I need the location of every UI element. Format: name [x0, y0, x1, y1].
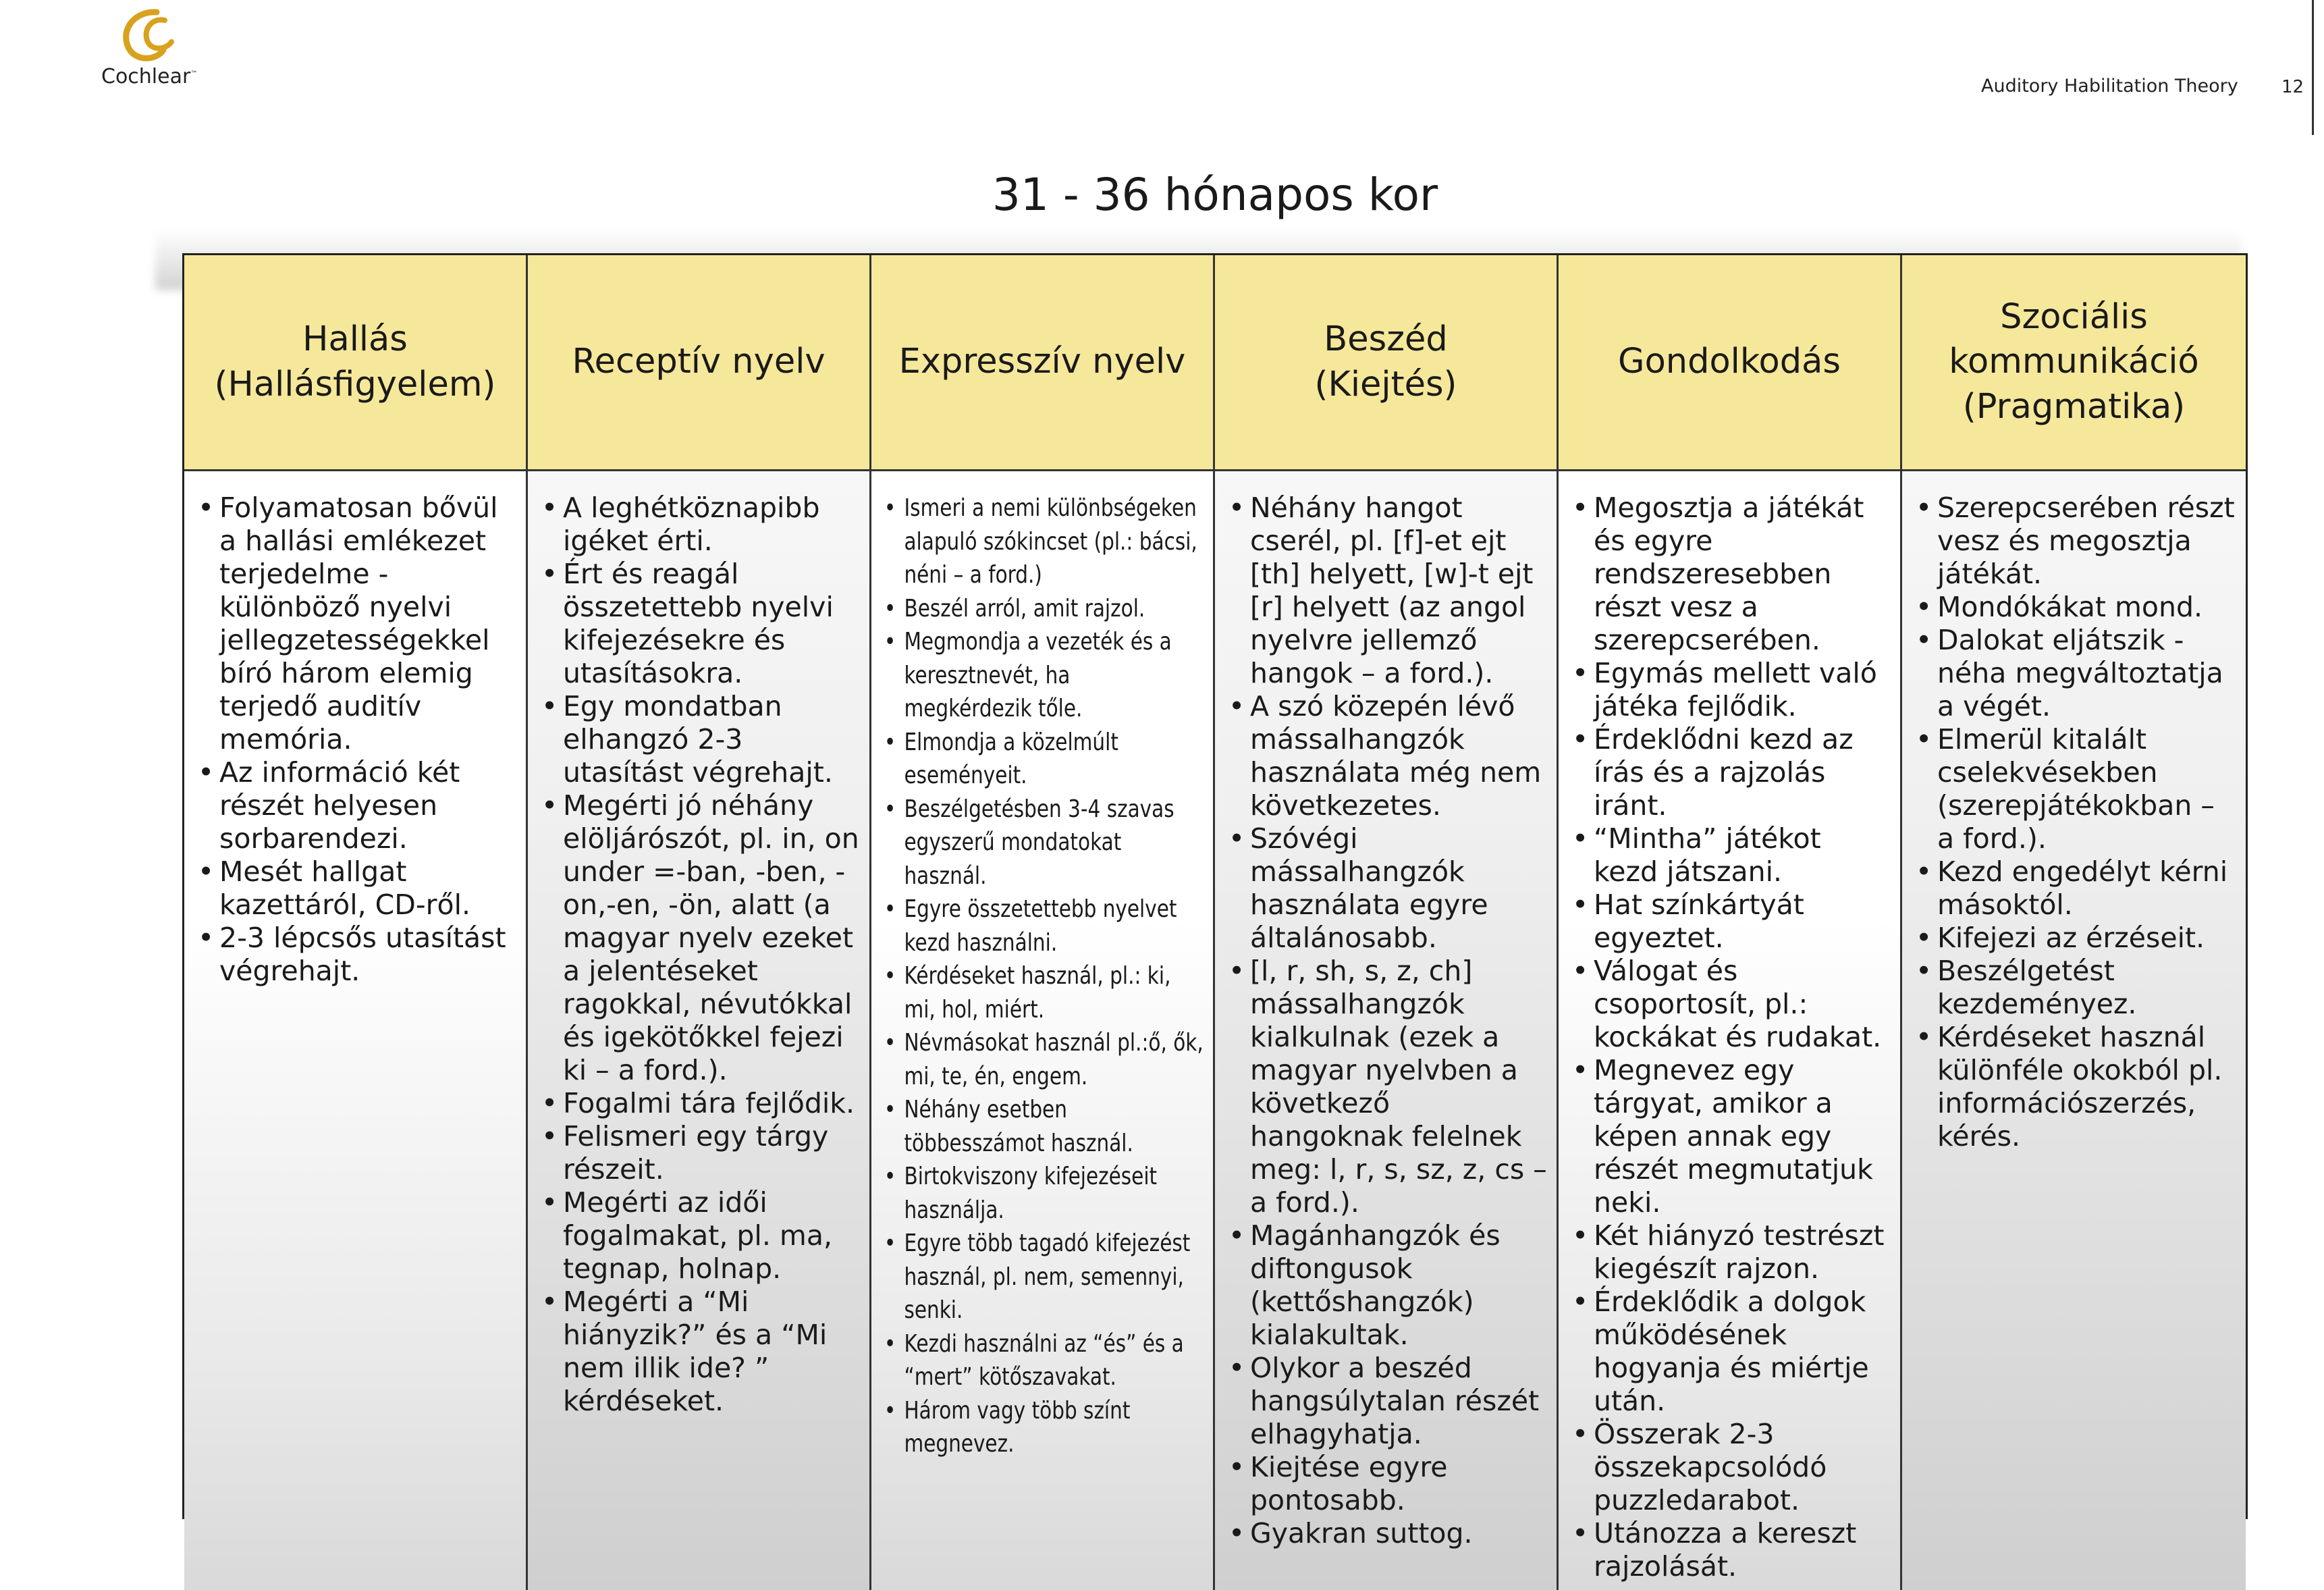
list-item: • Elmerül kitalált cselekvésekben (szerepjátékokban – a ford.).: [1912, 723, 2236, 855]
column-list: [194, 492, 516, 988]
list-item: • Három vagy több színt megnevez.: [881, 1394, 1204, 1461]
list-item: • Beszélgetésben 3-4 szavas egyszerű mondatokat használ.: [881, 793, 1204, 893]
column-body-beszed: [1215, 471, 1559, 1590]
column-body-gondolkodas: [1559, 471, 1902, 1590]
column-body-hallas: [184, 471, 528, 1590]
list-item: • Névmásokat használ pl.:ő, ők, mi, te, én, engem.: [881, 1026, 1204, 1093]
column-list: [881, 492, 1204, 1461]
list-item: • Kezd engedélyt kérni másoktól.: [1912, 855, 2236, 922]
list-item: • Megérti a “Mi hiányzik?” és a “Mi nem illik ide? ” kérdéseket.: [537, 1286, 860, 1418]
list-item: • Kiejtése egyre pontosabb.: [1224, 1451, 1547, 1517]
list-item: • Kérdéseket használ, pl.: ki, mi, hol, miért.: [881, 959, 1204, 1026]
list-item: • Megnevez egy tárgyat, amikor a képen annak egy részét megmutatjuk neki.: [1568, 1054, 1891, 1219]
running-title: Auditory Habilitation Theory: [1981, 76, 2238, 97]
list-item: • Dalokat eljátszik - néha megváltoztatja a végét.: [1912, 624, 2236, 723]
column-header-gondolkodas: Gondolkodás: [1559, 255, 1902, 471]
column-body-szocialis-kommunikacio: [1902, 471, 2246, 1590]
list-item: • Szóvégi mássalhangzók használata egyre általánosabb.: [1224, 822, 1547, 955]
list-item: • Utánozza a kereszt rajzolását.: [1568, 1517, 1891, 1583]
list-item: • Folyamatosan bővül a hallási emlékezet terjedelme - különböző nyelvi jellegzetességekkel bíró három elemig terjedő auditív memória.: [194, 492, 516, 756]
list-item: • Felismeri egy tárgy részeit.: [537, 1120, 860, 1186]
list-item: • Fogalmi tára fejlődik.: [537, 1087, 860, 1120]
list-item: • Egymás mellett való játéka fejlődik.: [1568, 657, 1891, 723]
list-item: • Gyakran suttog.: [1224, 1517, 1547, 1550]
list-item: • Egyre több tagadó kifejezést használ, pl. nem, semennyi, senki.: [881, 1227, 1204, 1327]
column-header-expressziv-nyelv: Expresszív nyelv: [871, 255, 1215, 471]
list-item: • Az információ két részét helyesen sorbarendezi.: [194, 756, 516, 855]
list-item: • Két hiányzó testrészt kiegészít rajzon.: [1568, 1219, 1891, 1286]
list-item: • [l, r, sh, s, z, ch] mássalhangzók kialkulnak (ezek a magyar nyelvben a következő hangoknak felelnek meg: l, r, s, sz, z, cs – a ford.).: [1224, 955, 1547, 1219]
list-item: • Kifejezi az érzéseit.: [1912, 922, 2236, 955]
column-body-expressziv-nyelv: [871, 471, 1215, 1590]
list-item: • A leghétköznapibb igéket érti.: [537, 492, 860, 558]
list-item: • 2-3 lépcsős utasítást végrehajt.: [194, 922, 516, 988]
list-item: • Érdeklődni kezd az írás és a rajzolás iránt.: [1568, 723, 1891, 822]
column-body-receptiv-nyelv: [528, 471, 871, 1590]
list-item: • Elmondja a közelmúlt eseményeit.: [881, 726, 1204, 793]
list-item: • Olykor a beszéd hangsúlytalan részét elhagyhatja.: [1224, 1352, 1547, 1451]
column-list: [1568, 492, 1891, 1583]
column-list: [1224, 492, 1547, 1550]
list-item: • Mesét hallgat kazettáról, CD-ről.: [194, 855, 516, 922]
list-item: • Ismeri a nemi különbségeken alapuló szókincset (pl.: bácsi, néni – a ford.): [881, 492, 1204, 592]
list-item: • Néhány esetben többesszámot használ.: [881, 1093, 1204, 1160]
column-header-beszed: Beszéd (Kiejtés): [1215, 255, 1559, 471]
list-item: • Birtokviszony kifejezéseit használja.: [881, 1160, 1204, 1227]
page-number: 12: [2281, 77, 2304, 97]
list-item: • “Mintha” játékot kezd játszani.: [1568, 822, 1891, 889]
list-item: • Megérti az idői fogalmakat, pl. ma, tegnap, holnap.: [537, 1186, 860, 1286]
list-item: • Kezdi használni az “és” és a “mert” kötőszavakat.: [881, 1327, 1204, 1394]
list-item: • Magánhangzók és diftongusok (kettőshangzók) kialakultak.: [1224, 1219, 1547, 1352]
list-item: • A szó közepén lévő mássalhangzók használata még nem következetes.: [1224, 690, 1547, 822]
list-item: • Beszélgetést kezdeményez.: [1912, 955, 2236, 1021]
list-item: • Néhány hangot cserél, pl. [f]-et ejt [th] helyett, [w]-t ejt [r] helyett (az angol nyelvre jellemző hangok – a ford.).: [1224, 492, 1547, 690]
list-item: • Mondókákat mond.: [1912, 591, 2236, 624]
page-title: 31 - 36 hónapos kor: [992, 169, 1438, 221]
list-item: • Összerak 2-3 összekapcsolódó puzzledarabot.: [1568, 1418, 1891, 1517]
page-edge-line: [2312, 0, 2314, 135]
list-item: • Megérti jó néhány elöljárószót, pl. in, on under =-ban, -ben, -on,-en, -ön, alatt (a magyar nyelv ezeket a jelentéseket ragokkal, névutókkal és igekötőkkel fejezi ki – a ford.).: [537, 789, 860, 1087]
column-header-szocialis-kommunikacio: Szociális kommunikáció (Pragmatika): [1902, 255, 2246, 471]
cochlear-logo-icon: [115, 5, 182, 66]
list-item: • Szerepcserében részt vesz és megosztja játékát.: [1912, 492, 2236, 591]
column-list: [537, 492, 860, 1418]
list-item: • Válogat és csoportosít, pl.: kockákat és rudakat.: [1568, 955, 1891, 1054]
development-table: [182, 253, 2248, 1583]
brand-name: Cochlear™: [101, 65, 198, 88]
list-item: • Egy mondatban elhangzó 2-3 utasítást végrehajt.: [537, 690, 860, 789]
column-list: [1912, 492, 2236, 1153]
list-item: • Egyre összetettebb nyelvet kezd használni.: [881, 893, 1204, 959]
column-header-hallas: Hallás (Hallásfigyelem): [184, 255, 528, 471]
list-item: • Megosztja a játékát és egyre rendszeresebben részt vesz a szerepcserében.: [1568, 492, 1891, 657]
list-item: • Érdeklődik a dolgok működésének hogyanja és miértje után.: [1568, 1286, 1891, 1418]
cochlear-logo: [101, 5, 196, 93]
list-item: • Kérdéseket használ különféle okokból pl. információszerzés, kérés.: [1912, 1021, 2236, 1153]
list-item: • Ért és reagál összetettebb nyelvi kifejezésekre és utasításokra.: [537, 558, 860, 690]
column-header-receptiv-nyelv: Receptív nyelv: [528, 255, 871, 471]
list-item: • Hat színkártyát egyeztet.: [1568, 889, 1891, 955]
list-item: • Megmondja a vezeték és a keresztnevét, ha megkérdezik tőle.: [881, 625, 1204, 726]
list-item: • Beszél arról, amit rajzol.: [881, 592, 1204, 626]
